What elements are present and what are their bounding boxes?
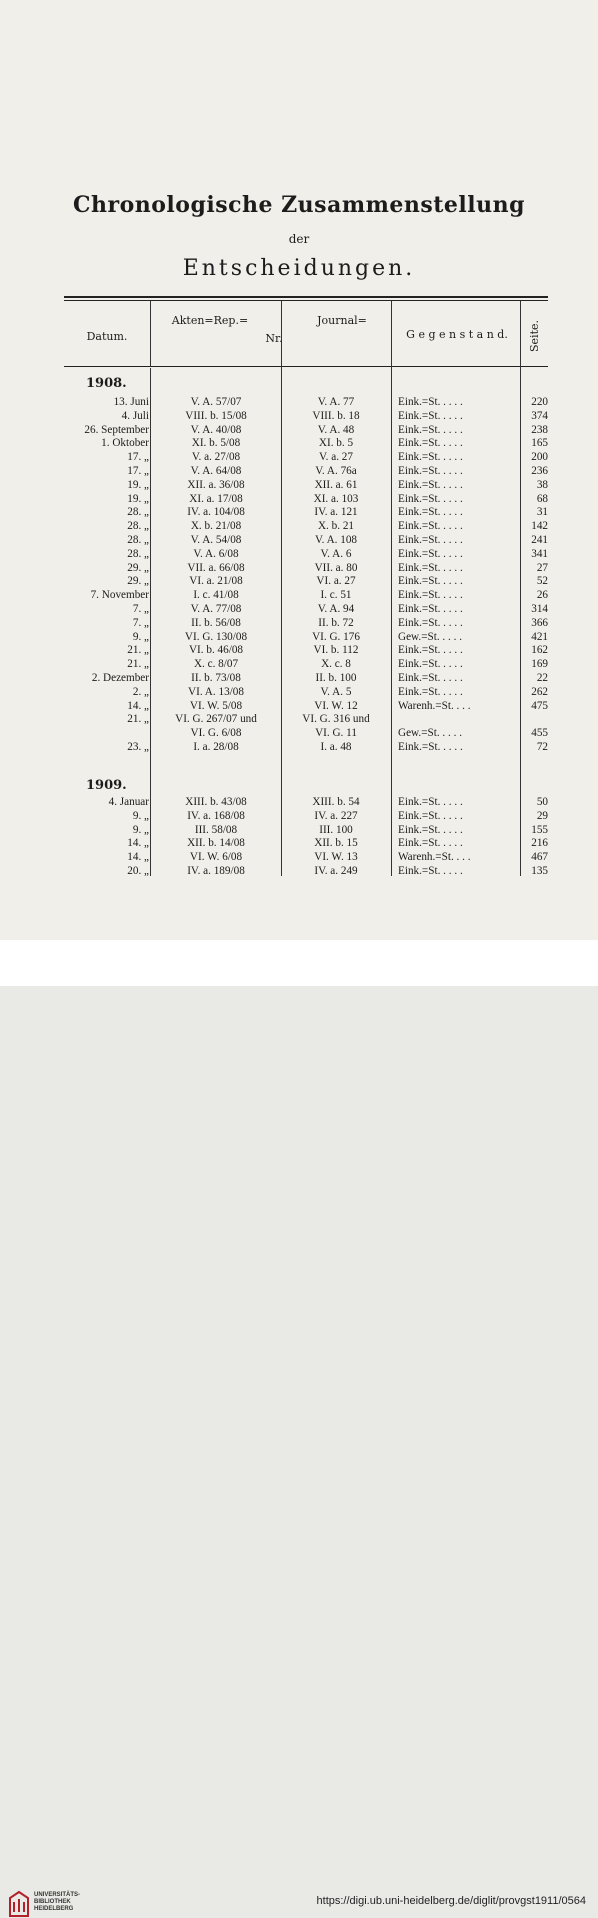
table-row	[64, 479, 548, 492]
cell-journal: XII. a. 61	[314, 478, 358, 491]
table-row	[64, 810, 548, 823]
table-row	[64, 437, 548, 450]
cell-journal: IV. a. 227	[314, 809, 358, 822]
cell-journal: XII. b. 15	[314, 837, 358, 850]
cell-journal: VI. b. 112	[313, 644, 359, 657]
cell-gegenstand: Eink.=St. . . . .	[398, 616, 463, 629]
cell-date: 9. „	[132, 823, 149, 836]
cell-journal: V. a. 27	[319, 451, 353, 464]
page-subtitle: der	[288, 232, 310, 246]
section-year-1908: 1908.	[86, 376, 127, 391]
cell-journal: VI. W. 12	[314, 699, 358, 712]
table-row	[64, 396, 548, 409]
cell-akten: XI. b. 5/08	[191, 437, 241, 450]
table-row	[64, 796, 548, 809]
table-row	[64, 603, 548, 616]
table-row	[64, 865, 548, 878]
cell-gegenstand: Eink.=St. . . . .	[398, 823, 463, 836]
cell-date: 2. Dezember	[91, 672, 149, 684]
cell-date: 21. „	[127, 658, 149, 671]
cell-date: 28. „	[127, 534, 149, 546]
table-row	[64, 493, 548, 506]
cell-akten: V. A. 77/08	[190, 603, 242, 615]
cell-date: 4. Januar	[108, 796, 149, 808]
cell-gegenstand: Eink.=St. . . . .	[398, 506, 463, 519]
cell-seite: 374	[531, 409, 548, 422]
cell-gegenstand: Eink.=St. . . . .	[398, 796, 463, 808]
cell-journal: II. b. 100	[315, 672, 357, 684]
cell-journal: IV. a. 121	[314, 506, 358, 519]
cell-journal: V. A. 48	[317, 423, 355, 436]
table-row	[64, 589, 548, 602]
cell-akten: VI. G. 130/08	[184, 630, 248, 643]
table-top-rule	[64, 296, 548, 298]
table-row	[64, 617, 548, 630]
cell-akten: XI. a. 17/08	[189, 492, 243, 505]
cell-date: 23. „	[127, 741, 149, 753]
cell-seite: 72	[536, 741, 548, 753]
cell-akten: X. b. 21/08	[190, 520, 242, 533]
cell-date: 4. Juli	[121, 409, 149, 422]
cell-seite: 200	[531, 451, 548, 464]
table-row	[64, 562, 548, 575]
cell-akten: V. a. 27/08	[191, 451, 241, 464]
cell-date: 9. „	[132, 630, 149, 643]
table-row	[64, 837, 548, 850]
table-row	[64, 631, 548, 644]
cell-akten: V. A. 64/08	[190, 465, 242, 477]
header-seite: Seite.	[528, 320, 541, 352]
cell-journal: VI. G. 176	[312, 630, 360, 643]
cell-journal: VI. G. 316 und	[302, 713, 370, 726]
cell-date: 26. September	[84, 423, 149, 436]
cell-journal: II. b. 72	[318, 616, 354, 629]
cell-gegenstand: Eink.=St. . . . .	[398, 561, 463, 574]
cell-date: 17. „	[127, 451, 149, 464]
cell-date: 21. „	[127, 644, 149, 657]
cell-akten: VII. a. 66/08	[187, 561, 245, 574]
table-row	[64, 410, 548, 423]
cell-gegenstand: Warenh.=St. . . .	[398, 699, 471, 712]
cell-akten: IV. a. 168/08	[187, 809, 245, 822]
cell-date: 19. „	[127, 492, 149, 505]
cell-date: 29. „	[127, 561, 149, 574]
header-akten: Akten=Rep.=	[171, 314, 249, 327]
cell-journal: V. A. 108	[314, 534, 358, 546]
cell-akten: II. b. 56/08	[191, 616, 241, 629]
cell-seite: 475	[531, 699, 548, 712]
cell-seite: 31	[536, 506, 548, 519]
table-row	[64, 520, 548, 533]
page-title: Chronologische Zusammenstellung	[72, 192, 526, 218]
table-row	[64, 465, 548, 478]
cell-seite: 50	[536, 796, 548, 808]
cell-akten: V. A. 6/08	[193, 547, 239, 560]
cell-akten: I. c. 41/08	[193, 589, 239, 602]
cell-akten: V. A. 57/07	[190, 396, 242, 408]
cell-gegenstand: Eink.=St. . . . .	[398, 644, 463, 657]
cell-date: 14. „	[127, 699, 149, 712]
page-heading: Entscheidungen.	[182, 256, 416, 281]
table-row	[64, 575, 548, 588]
cell-seite: 220	[531, 396, 548, 408]
cell-seite: 52	[536, 575, 548, 588]
cell-journal: XIII. b. 54	[312, 796, 360, 808]
table-row	[64, 672, 548, 685]
cell-akten: VI. W. 6/08	[189, 851, 243, 864]
cell-date: 14. „	[127, 837, 149, 850]
cell-date: 7. „	[132, 616, 149, 629]
university-library-logo-icon	[8, 1890, 30, 1918]
section-year-1909: 1909.	[86, 778, 127, 793]
cell-seite: 162	[531, 644, 548, 657]
cell-akten: II. b. 73/08	[191, 672, 241, 684]
cell-date: 28. „	[127, 506, 149, 519]
cell-akten: XII. a. 36/08	[187, 478, 245, 491]
cell-seite: 467	[531, 851, 548, 864]
cell-date: 1. Oktober	[101, 437, 149, 450]
cell-gegenstand: Eink.=St. . . . .	[398, 837, 463, 850]
cell-date: 17. „	[127, 465, 149, 477]
cell-journal: IV. a. 249	[314, 865, 358, 877]
cell-akten: VI. a. 21/08	[189, 575, 243, 588]
cell-seite: 165	[531, 437, 548, 450]
cell-gegenstand: Eink.=St. . . . .	[398, 685, 463, 698]
cell-journal: VI. W. 13	[314, 851, 358, 864]
cell-date: 13. Juni	[113, 396, 149, 408]
cell-journal: VI. a. 27	[316, 575, 356, 588]
cell-seite: 366	[531, 616, 548, 629]
table-row	[64, 534, 548, 547]
cell-akten: IV. a. 189/08	[187, 865, 245, 877]
cell-date: 2. „	[132, 685, 149, 698]
table-row	[64, 686, 548, 699]
cell-gegenstand: Gew.=St. . . . .	[398, 727, 463, 740]
permalink-url[interactable]: https://digi.ub.uni-heidelberg.de/diglit/provgst1911/0564	[316, 1895, 586, 1907]
cell-journal: VII. a. 80	[314, 561, 358, 574]
cell-seite: 238	[531, 423, 548, 436]
cell-seite: 341	[531, 547, 548, 560]
cell-akten: XII. b. 14/08	[187, 837, 245, 850]
cell-seite: 142	[531, 520, 548, 533]
cell-gegenstand: Warenh.=St. . . .	[398, 851, 471, 864]
library-name: UNIVERSITÄTS- BIBLIOTHEK HEIDELBERG	[34, 1892, 81, 1912]
cell-seite: 236	[531, 465, 548, 477]
cell-seite: 421	[531, 630, 548, 643]
cell-akten: XIII. b. 43/08	[185, 796, 247, 808]
cell-gegenstand: Gew.=St. . . . .	[398, 630, 463, 643]
table-row	[64, 644, 548, 657]
cell-akten: VI. G. 6/08	[190, 727, 242, 740]
cell-seite: 314	[531, 603, 548, 615]
cell-journal: XI. a. 103	[313, 492, 359, 505]
header-nr: Nr.	[265, 332, 283, 345]
cell-gegenstand: Eink.=St. . . . .	[398, 520, 463, 533]
cell-gegenstand: Eink.=St. . . . .	[398, 603, 463, 615]
cell-akten: VI. W. 5/08	[189, 699, 243, 712]
decisions-table	[64, 296, 548, 880]
cell-seite: 29	[536, 809, 548, 822]
cell-date: 29. „	[127, 575, 149, 588]
cell-journal: XI. b. 5	[318, 437, 354, 450]
cell-gegenstand: Eink.=St. . . . .	[398, 741, 463, 753]
cell-seite: 262	[531, 685, 548, 698]
cell-gegenstand: Eink.=St. . . . .	[398, 534, 463, 546]
cell-seite: 455	[531, 727, 548, 740]
table-row	[64, 851, 548, 864]
cell-akten: VI. A. 13/08	[188, 685, 244, 698]
header-datum: Datum.	[86, 330, 128, 343]
cell-seite: 22	[536, 672, 548, 684]
cell-date: 28. „	[127, 520, 149, 533]
cell-akten: V. A. 54/08	[190, 534, 242, 546]
cell-gegenstand: Eink.=St. . . . .	[398, 465, 463, 477]
cell-date: 20. „	[127, 865, 149, 877]
table-row	[64, 824, 548, 837]
viewer-footer	[0, 940, 598, 1912]
cell-akten: VI. G. 267/07 und	[175, 713, 257, 726]
cell-journal: X. b. 21	[317, 520, 355, 533]
cell-seite: 155	[531, 823, 548, 836]
header-bottom-rule	[64, 366, 548, 367]
cell-gegenstand: Eink.=St. . . . .	[398, 658, 463, 671]
cell-journal: V. A. 5	[320, 685, 352, 698]
cell-gegenstand: Eink.=St. . . . .	[398, 409, 463, 422]
cell-seite: 216	[531, 837, 548, 850]
cell-seite: 169	[531, 658, 548, 671]
cell-date: 21. „	[127, 713, 149, 726]
cell-journal: V. A. 94	[317, 603, 355, 615]
cell-gegenstand: Eink.=St. . . . .	[398, 451, 463, 464]
cell-date: 14. „	[127, 851, 149, 864]
table-row	[64, 727, 548, 740]
cell-gegenstand: Eink.=St. . . . .	[398, 547, 463, 560]
table-row	[64, 658, 548, 671]
cell-date: 9. „	[132, 809, 149, 822]
header-journal: Journal=	[317, 314, 367, 327]
cell-gegenstand: Eink.=St. . . . .	[398, 423, 463, 436]
cell-gegenstand: Eink.=St. . . . .	[398, 865, 463, 877]
cell-gegenstand: Eink.=St. . . . .	[398, 437, 463, 450]
cell-seite: 68	[536, 492, 548, 505]
cell-gegenstand: Eink.=St. . . . .	[398, 396, 463, 408]
cell-journal: III. 100	[319, 823, 353, 836]
cell-journal: V. A. 76a	[315, 465, 357, 477]
cell-seite: 26	[536, 589, 548, 602]
cell-akten: IV. a. 104/08	[187, 506, 245, 519]
table-row	[64, 424, 548, 437]
cell-akten: VI. b. 46/08	[188, 644, 244, 657]
cell-date: 7. „	[132, 603, 149, 615]
cell-journal: V. A. 77	[317, 396, 355, 408]
cell-seite: 27	[536, 561, 548, 574]
cell-journal: V. A. 6	[320, 547, 352, 560]
table-row	[64, 548, 548, 561]
cell-date: 7. November	[90, 589, 149, 602]
cell-gegenstand: Eink.=St. . . . .	[398, 672, 463, 684]
table-row	[64, 700, 548, 713]
cell-seite: 241	[531, 534, 548, 546]
cell-akten: X. c. 8/07	[193, 658, 239, 671]
cell-akten: III. 58/08	[194, 823, 238, 836]
cell-gegenstand: Eink.=St. . . . .	[398, 478, 463, 491]
cell-seite: 38	[536, 478, 548, 491]
table-row	[64, 506, 548, 519]
scanned-page	[0, 0, 598, 940]
table-row	[64, 451, 548, 464]
header-gegenstand: G e g e n s t a n d.	[406, 328, 508, 341]
cell-date: 19. „	[127, 478, 149, 491]
cell-gegenstand: Eink.=St. . . . .	[398, 589, 463, 602]
cell-journal: VIII. b. 18	[312, 409, 360, 422]
cell-gegenstand: Eink.=St. . . . .	[398, 492, 463, 505]
cell-journal: X. c. 8	[321, 658, 351, 671]
cell-akten: I. a. 28/08	[193, 741, 239, 753]
col-divider	[150, 301, 151, 366]
cell-seite: 135	[531, 865, 548, 877]
table-top-rule-thin	[64, 300, 548, 301]
cell-date: 28. „	[127, 547, 149, 560]
cell-journal: VI. G. 11	[315, 727, 357, 740]
table-row	[64, 713, 548, 726]
cell-gegenstand: Eink.=St. . . . .	[398, 809, 463, 822]
cell-akten: VIII. b. 15/08	[185, 409, 247, 422]
cell-gegenstand: Eink.=St. . . . .	[398, 575, 463, 588]
cell-journal: I. c. 51	[320, 589, 352, 602]
cell-akten: V. A. 40/08	[190, 423, 242, 436]
cell-journal: I. a. 48	[320, 741, 352, 753]
table-row	[64, 741, 548, 754]
